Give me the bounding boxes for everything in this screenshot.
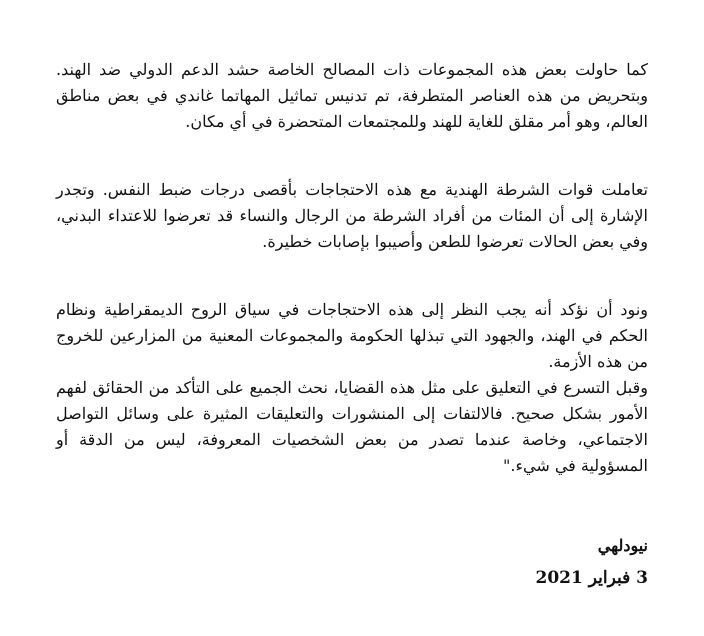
paragraph-3: ونود أن نؤكد أنه يجب النظر إلى هذه الاحتجاجات في سياق الروح الديمقراطية ونظام الحكم في الهند، والجهود التي تبذلها الحكومة والمجموعات المعنية من المزارعين للخروج من هذه الأزمة. — [56, 300, 648, 371]
signature-place: نيودلهي — [597, 536, 648, 555]
paragraph-4: وقبل التسرع في التعليق على مثل هذه القضايا، نحث الجميع على التأكد من الحقائق لفهم الأمور بشكل صحيح. فالالتفات إلى المنشورات والتعليقات المثيرة على وسائل التواصل الاجتماعي، وخاصة عندما تصدر من بعض الشخصيات المعروفة، ليس من الدقة أو المسؤولية في شيء." — [56, 378, 648, 475]
paragraph-2: تعاملت قوات الشرطة الهندية مع هذه الاحتجاجات بأقصى درجات ضبط النفس. وتجدر الإشارة إلى أن المئات من أفراد الشرطة من الرجال والنساء قد تعرضوا للاعتداء البدني، وفي بعض الحالات تعرضوا للطعن وأصيبوا بإصابات خطيرة. — [56, 180, 648, 251]
paragraph-1: كما حاولت بعض هذه المجموعات ذات المصالح الخاصة حشد الدعم الدولي ضد الهند. وبتحريض من هذه العناصر المتطرفة، تم تدنيس تماثيل المهاتما غاندي في بعض مناطق العالم، وهو أمر مقلق للغاية للهند وللمجتمعات المتحضرة في أي مكان. — [56, 60, 648, 131]
signature-date: 3 فبراير 2021 — [535, 568, 648, 588]
